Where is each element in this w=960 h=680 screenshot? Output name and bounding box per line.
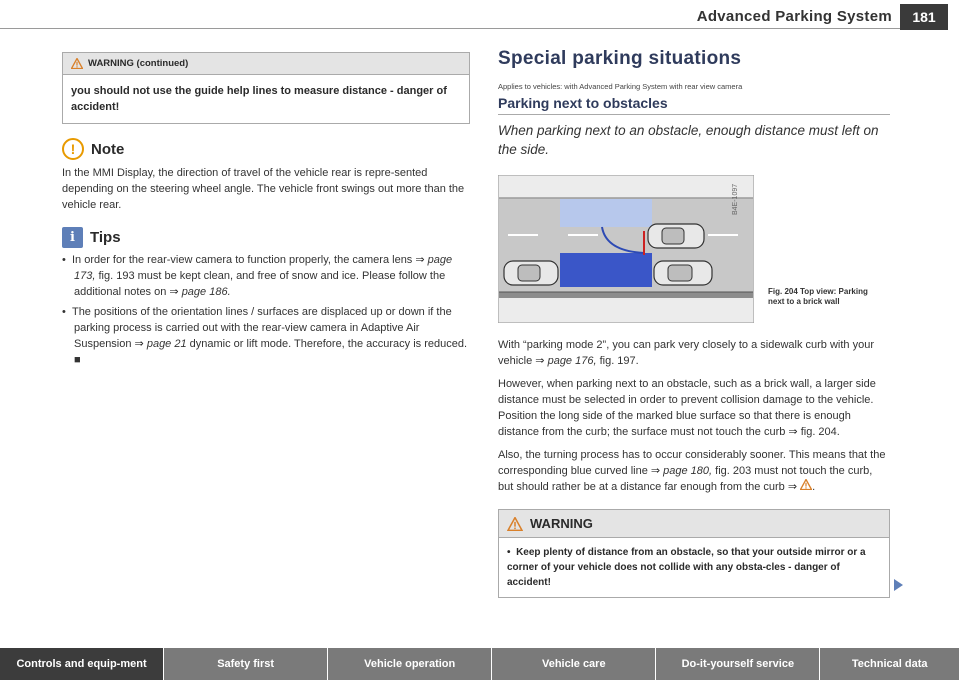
end-mark-icon: ■ [74, 354, 81, 366]
figure-caption: Fig. 204 Top view: Parking next to a brick wall [768, 287, 868, 306]
blue-parking-surface [560, 253, 652, 287]
brick-wall [499, 292, 753, 298]
tab-do-it-yourself-service[interactable]: Do-it-yourself service [656, 648, 820, 680]
paragraph-obstacle: However, when parking next to an obstacle, such as a brick wall, a larger side distance must be selected in order to prevent collision damage to the vehicle. Position the long side of the marked blue surface so that there is enough distance from the curb; the surface must not touch the curb ⇒ fig. 204. [498, 378, 876, 438]
figure-code: B4E-1097 [732, 183, 739, 215]
tips-heading [62, 227, 470, 248]
lead-text: When parking next to an obstacle, enough distance must left on the side. [498, 123, 879, 157]
warning-text: • Keep plenty of distance from an obstacle, so that your outside mirror or a corner of your vehicle does not collide with any obsta-cles - danger of accident! [499, 538, 889, 597]
tab-safety-first[interactable]: Safety first [164, 648, 328, 680]
warning-continued-label: WARNING (continued) [88, 58, 189, 69]
header-rule [0, 28, 900, 29]
continue-arrow-icon [894, 579, 903, 591]
warning-triangle-icon [507, 517, 523, 531]
footer-nav [0, 648, 960, 680]
xref-page-176[interactable]: page 176, [547, 355, 597, 367]
xref-page-173[interactable]: page 173, [74, 254, 453, 282]
xref-page-21[interactable]: page 21 [146, 338, 187, 350]
tab-vehicle-operation[interactable]: Vehicle operation [328, 648, 492, 680]
warning-title: WARNING [530, 516, 593, 531]
header-title: Advanced Parking System [696, 8, 892, 25]
xref-page-186[interactable]: page 186. [181, 286, 231, 298]
tip-item-orientation-lines: • The positions of the orientation lines / surfaces are displaced up or down if the parking process is carried out with the rear-view camera in Adaptive Air Suspension ⇒ page 21 dynamic or lift mode. Therefore, the accuracy is reduced. ■ [62, 306, 468, 366]
paragraph-parking-mode: With “parking mode 2”, you can park very closely to a sidewalk curb with your vehicle ⇒ page 176, fig. 197. [498, 339, 874, 367]
note-exclamation-icon: ! [62, 138, 84, 160]
right-column [498, 48, 890, 598]
note-heading [62, 138, 470, 160]
car-moving [648, 224, 704, 248]
applies-to: Applies to vehicles: with Advanced Parking System with rear view camera [498, 82, 743, 91]
xref-page-180[interactable]: page 180, [663, 465, 713, 477]
tips-title: Tips [90, 229, 121, 246]
car-parked-left [504, 261, 558, 285]
figure-204 [498, 175, 890, 335]
tab-vehicle-care[interactable]: Vehicle care [492, 648, 656, 680]
page-header [0, 0, 960, 30]
subsection-title: Parking next to obstacles [498, 95, 890, 115]
sidewalk-bottom [499, 298, 753, 322]
warning-continued-header [63, 53, 469, 75]
parking-diagram [498, 175, 754, 323]
section-title: Special parking situations [498, 48, 742, 69]
warning-box [498, 509, 890, 598]
tab-technical-data[interactable]: Technical data [820, 648, 960, 680]
page-number: 181 [900, 4, 948, 30]
warning-header [499, 510, 889, 538]
warning-continued-box [62, 52, 470, 124]
sidewalk-top [499, 176, 753, 198]
tips-info-icon: i [62, 227, 83, 248]
tip-item-camera-lens: • In order for the rear-view camera to function properly, the camera lens ⇒ page 173, fig. 193 must be kept clean, and free of snow and ice. Please follow the additional notes on ⇒ page 186. [62, 254, 453, 298]
warning-triangle-icon [71, 58, 83, 69]
warning-ref-icon[interactable] [800, 479, 812, 490]
car-parked-right [654, 261, 712, 285]
left-column [62, 52, 470, 368]
warning-continued-text: you should not use the guide help lines to measure distance - danger of accident! [71, 85, 447, 113]
note-text: In the MMI Display, the direction of travel of the vehicle rear is repre-sented depending on the steering wheel angle. The vehicle front swings out more than the vehicle rear. [62, 167, 465, 211]
paragraph-turning: Also, the turning process has to occur considerably sooner. This means that the corresponding blue curved line ⇒ page 180, fig. 203 must not touch the curb, but should rather be at a distance far enough from the curb ⇒ . [498, 449, 886, 493]
note-title: Note [91, 140, 125, 158]
tab-controls-and-equipment[interactable]: Controls and equip-ment [0, 648, 164, 680]
blue-guide-surface-light [560, 199, 652, 227]
